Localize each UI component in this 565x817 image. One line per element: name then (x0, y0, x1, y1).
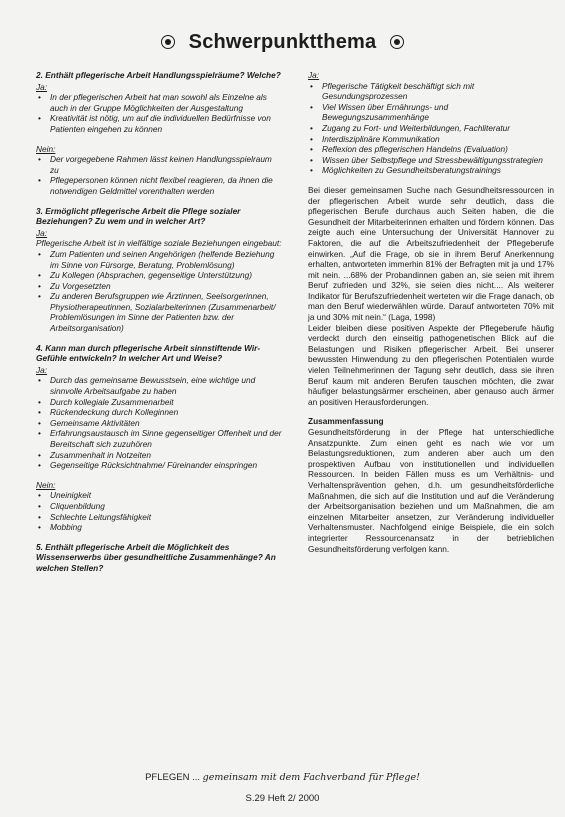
question-5: 5. Enthält pflegerische Arbeit die Möglichkeit des Wissenserwerbs über gesundheitliche Zusammenhänge? An welchen Stellen? (36, 541, 276, 573)
list-item: • Durch kollegiale Zusammenarbeit (36, 397, 282, 408)
question-3: 3. Ermöglicht pflegerische Arbeit die Pflege sozialer Beziehungen? Zu wem und in welcher Art? (36, 205, 241, 227)
list-item: • Pflegerische Tätigkeit beschäftigt sich mit Gesundungsprozessen (308, 81, 554, 102)
left-column (36, 70, 282, 575)
question-4: 4. Kann man durch pflegerische Arbeit sinnstiftende Wir-Gefühle entwickeln? In welcher Art und Weise? (36, 342, 261, 364)
page-title: Schwerpunktthema (188, 30, 377, 53)
list-item: • Uneinigkeit (36, 490, 282, 501)
list-item: • Schlechte Leitungsfähigkeit (36, 512, 282, 523)
list-item: • Reflexion des pflegerischen Handelns (Evaluation) (308, 144, 554, 155)
q5-ja-label: Ja: (308, 70, 320, 80)
paragraph-findings: Bei dieser gemeinsamen Suche nach Gesundheitsressourcen in der pflegerischen Arbeit wurde sehr deutlich, dass die pflegerischen Berufe durchaus auch Seiten haben, die die Gesundheit der Mitarbeiterinnen erhalten und fördern können. Das zeigte auch eine Untersuchung der Universität Hannover zu Faktoren, die auf die Arbeitszufriedenheit der Pflegeberufe einwirken. „Auf die Frage, ob sie in ihrem Beruf Anerkennung erhalten, antworteten immerhin 81% der Befragten mit ja und 17% mit nein. ...68% der Probandinnen gaben an, sie seien mit ihrem Beruf zufrieden und 32%, sie seien dies nicht.... Als weiterer Indikator für Berufszufriedenheit werteten wir die Frage danach, ob man den Beruf wiederwählen würde. Darauf antworteten 70% mit ja und 30% mit nein.“ (Laga, 1998) (308, 184, 554, 323)
footer-slogan (0, 772, 565, 783)
list-item: • Gegenseitige Rücksichtnahme/ Füreinander einspringen (36, 460, 282, 471)
q3-list (36, 249, 282, 334)
footer-script: gemeinsam mit dem Fachverband für Pflege! (202, 772, 420, 783)
list-item: • Durch das gemeinsame Bewusstsein, eine wichtige und sinnvolle Arbeitsaufgabe zu haben (36, 375, 282, 396)
q4-nein-label: Nein: (36, 479, 56, 490)
target-icon-left (161, 35, 175, 49)
list-item: • Möglichkeiten zu Gesundheitsberatungstrainings (308, 165, 554, 176)
list-item: • Gemeinsame Aktivitäten (36, 418, 282, 429)
q3-intro: Pflegerische Arbeit ist in vielfältige soziale Beziehungen eingebaut: (36, 238, 282, 249)
list-item: • Wissen über Selbstpflege und Stressbewältigungsstrategien (308, 155, 554, 166)
list-item: • Interdisziplinäre Kommunikation (308, 134, 554, 145)
page-number: S.29 Heft 2/ 2000 (245, 793, 320, 804)
list-item: • Zu Kollegen (Absprachen, gegenseitige Unterstützung) (36, 270, 282, 281)
question-2: 2. Enthält pflegerische Arbeit Handlungsspielräume? Welche? (36, 70, 281, 80)
list-item: • Pflegepersonen können nicht flexibel reagieren, da ihnen die notwendigen Geldmittel vorenthalten werden (36, 175, 282, 196)
paragraph-summary: Gesundheitsförderung in der Pflege hat unterschiedliche Ansatzpunkte. Zum einen geht es nach wie vor um Belastungsreduktionen, zum anderen aber auch um den prospektiven Aufbau von institutionellen und individuellen Ressourcen. In beiden Fällen muss es um Verhältnis- und Verhaltensprävention gehen, d.h. um gesundheitsförderliche Maßnahmen, die sich auf die Institution und auf die Veränderung der Arbeitsorganisation beziehen und um Maßnahmen, die am einzelnen Mitarbeiter ansetzen, zur Veränderung individueller Verhaltensmuster. Nachfolgend einige Beispiele, die ein solch integrierter Ressourcenansatz in der betrieblichen Gesundheitsförderung verfolgen kann. (308, 427, 554, 554)
list-item: • Mobbing (36, 522, 282, 533)
list-item: • Cliquenbildung (36, 501, 282, 512)
q5-ja-list (308, 81, 554, 176)
q4-ja-list (36, 375, 282, 470)
q2-ja-label: Ja: (36, 81, 48, 92)
right-column (308, 70, 554, 554)
list-item: • Zum Patienten und seinen Angehörigen (helfende Beziehung im Sinne von Fürsorge, Beratung, Problemlösung) (36, 249, 282, 270)
list-item: • Zugang zu Fort- und Weiterbildungen, Fachliteratur (308, 123, 554, 134)
section-heading-summary: Zusammenfassung (308, 416, 384, 427)
q4-ja-label: Ja: (36, 364, 48, 375)
paragraph-aspects: Leider bleiben diese positiven Aspekte der Pflegeberufe häufig verdeckt durch den einseitig pathogenetischen Blick auf die Belastungen und Risiken pflegerischer Arbeit. Bei unserer bewussten Hinwendung zu den pflegerischen Potentialen wurde vielen Teilnehmerinnen der Tagung sehr deutlich, dass sie ihren Beruf kaum mit anderen Berufen tauschen möchten, die zwar häufiger belastungsärmer erscheinen, aber genauso auch ärmer an positiven Herausforderungen. (308, 322, 554, 407)
list-item: • Rückendeckung durch Kolleginnen (36, 407, 282, 418)
list-item: • Kreativität ist nötig, um auf die individuellen Bedürfnisse von Patienten eingehen zu können (36, 113, 282, 134)
list-item: • Erfahrungsaustausch im Sinne gegenseitiger Offenheit und der Bereitschaft sich zuzuhören (36, 428, 282, 449)
footer-brand: PFLEGEN ... (145, 772, 200, 783)
q3-ja-label: Ja: (36, 227, 48, 238)
q2-nein-list (36, 154, 282, 196)
q2-nein-label: Nein: (36, 143, 56, 154)
list-item: • Zusammenhalt in Notzeiten (36, 450, 282, 461)
list-item: • Zu anderen Berufsgruppen wie Ärztinnen, Seelsorgerinnen, Physiotherapeutinnen, Sozialarbeiterinnen (Zusammenarbeit/ Problemlösungen im Sinne der Patienten bzw. der Arbeitsorganisation) (36, 291, 282, 333)
list-item: • Zu Vorgesetzten (36, 281, 282, 292)
page-header (0, 22, 565, 62)
q4-nein-list (36, 490, 282, 532)
q2-ja-list (36, 92, 282, 134)
target-icon-right (390, 35, 404, 49)
list-item: • Der vorgegebene Rahmen lässt keinen Handlungsspielraum zu (36, 154, 282, 175)
list-item: • In der pflegerischen Arbeit hat man sowohl als Einzelne als auch in der Gruppe Möglichkeiten der Ausgestaltung (36, 92, 282, 113)
list-item: • Viel Wissen über Ernährungs- und Bewegungszusammenhänge (308, 102, 554, 123)
